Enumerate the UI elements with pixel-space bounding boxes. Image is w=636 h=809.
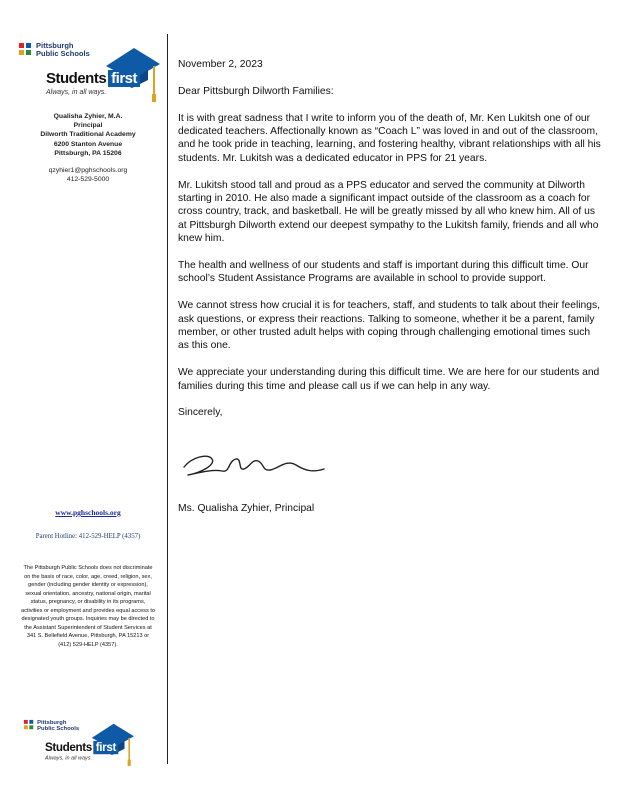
letter-paragraph-1: It is with great sadness that I write to inform you of the death of, Mr. Ken Lukitsh one of our dedicated teachers. Affectionally known as “Coach L” was loved in and out of the classroom, and he took pride in teaching, learning, and fostering healthy, vibrant relationships with all his students. Mr. Lukitsh was a dedicated educator in PPS for 21 years. [178, 112, 601, 164]
address-line-1: 6200 Stanton Avenue [53, 140, 123, 148]
nondiscrimination-notice: The Pittsburgh Public Schools does not discriminate on the basis of race, color, age, creed, religion, sex, gender (including gender identity or expression), sexual orientation, ancestry, national origin, marital status, pregnancy, or disability in its programs, activities or employment and provides equal access to designated youth groups. Inquiries may be directed to the Assistant Superintendent of Student Services at 341 S. Bellefield Avenue, Pittsburgh, PA 15213 or (412) 529-HELP (4357). [20, 565, 155, 648]
contact-phone: 412-529-5000 [66, 176, 110, 184]
letter-paragraph-4: We cannot stress how crucial it is for teachers, staff, and students to talk about their feelings, ask questions, or express their reactions. Talking to someone, whether it be a parent, family member, or other trusted adult helps with coping through challenging emotional times such as this one. [178, 300, 601, 352]
letter-paragraph-3: The health and wellness of our students and staff is important during this difficult time. Our school’s Student Assistance Programs are available in school to provide support. [178, 260, 589, 285]
parent-hotline: Parent Hotline: 412-529-HELP (4357) [35, 533, 141, 540]
letterhead-sidebar [14, 38, 162, 762]
contact-email[interactable]: qzyhier1@pghschools.org [48, 167, 128, 175]
school-name: Dilworth Traditional Academy [40, 131, 136, 139]
brand-tagline: Always, in all ways. [46, 89, 107, 96]
website-link[interactable]: www.pghschools.org [55, 508, 121, 517]
pps-mark-icon [18, 42, 32, 56]
brand-wordmark: Students first [46, 70, 140, 87]
district-name: Pittsburgh Public Schools [37, 718, 80, 732]
letter-salutation: Dear Pittsburgh Dilworth Families: [178, 85, 334, 97]
brand-wordmark: Students first [45, 741, 118, 754]
principal-contact [14, 112, 162, 184]
vertical-divider [167, 34, 168, 764]
letter-closing: Sincerely, [178, 407, 223, 419]
students-first-logo-footer [20, 716, 135, 769]
address-line-2: Pittsburgh, PA 15206 [54, 149, 122, 157]
principal-title: Principal [73, 122, 103, 130]
brand-tagline: Always, in all ways. [44, 755, 92, 762]
letter-paragraph-5: We appreciate your understanding during this difficult time. We are here for our students and families during this time and please call us if we can help in any way. [178, 367, 600, 392]
letter-date: November 2, 2023 [178, 59, 263, 70]
principal-name: Qualisha Zyhier, M.A. [53, 113, 123, 120]
letter-signer: Ms. Qualisha Zyhier, Principal [178, 502, 315, 514]
students-first-logo [14, 38, 162, 106]
district-name: Pittsburgh Public Schools [36, 41, 90, 58]
letter-body [178, 58, 603, 528]
letter-paragraph-2: Mr. Lukitsh stood tall and proud as a PPS educator and served the community at Dilworth starting in 2010. He also made a significant impact outside of the classroom as a coach for cross country, track, and basketball. He will be greatly missed by all who knew him. All of us at Pittsburgh Dilworth extend our deepest sympathy to the Lukitsh family, friends and all who knew him. [178, 179, 599, 245]
handwritten-signature [178, 437, 328, 487]
pps-mark-icon [23, 719, 34, 730]
